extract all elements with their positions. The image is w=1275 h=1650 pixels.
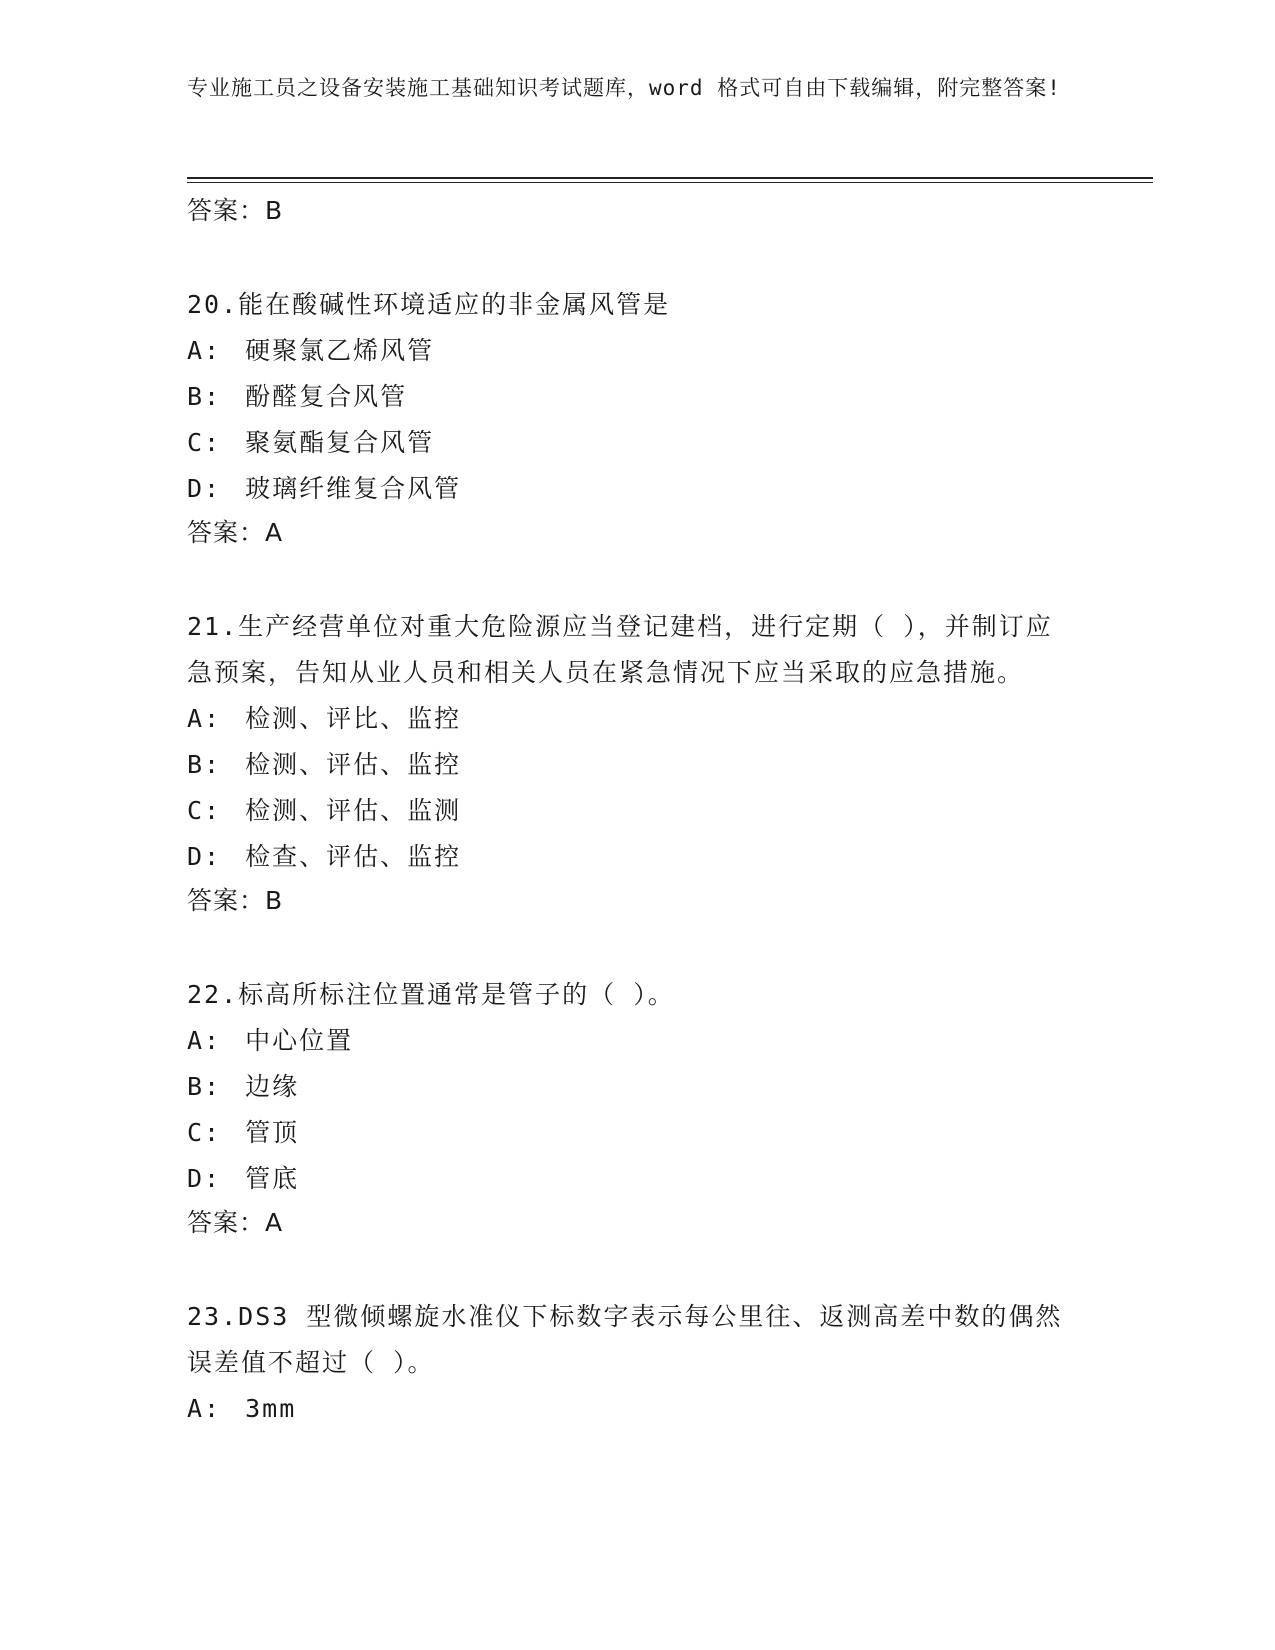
option-text: 边缘 — [245, 1072, 300, 1101]
option-d — [187, 1156, 1067, 1202]
option-d — [187, 834, 1067, 880]
option-key: C: — [187, 1118, 222, 1147]
answer-line: 答案：B — [187, 196, 284, 225]
option-b — [187, 1064, 1067, 1110]
option-text: 检查、评估、监控 — [245, 842, 462, 871]
option-a — [187, 1018, 1067, 1064]
answer-line: 答案：A — [187, 1208, 284, 1237]
option-key: A: — [187, 1394, 222, 1423]
option-text: 玻璃纤维复合风管 — [245, 474, 462, 503]
question-text: 23.DS3 型微倾螺旋水准仪下标数字表示每公里往、返测高差中数的偶然误差值不超过（ ）。 — [187, 1302, 1063, 1377]
option-text: 硬聚氯乙烯风管 — [245, 336, 435, 365]
question-22 — [187, 972, 1067, 1244]
option-text: 管底 — [245, 1164, 300, 1193]
option-b — [187, 742, 1067, 788]
answer-line: 答案：B — [187, 886, 284, 915]
option-key: C: — [187, 428, 222, 457]
answer-line: 答案：A — [187, 518, 284, 547]
option-key: D: — [187, 1164, 222, 1193]
option-a — [187, 1386, 1067, 1432]
option-key: B: — [187, 750, 222, 779]
option-a — [187, 328, 1067, 374]
question-text: 20.能在酸碱性环境适应的非金属风管是 — [187, 290, 671, 319]
option-key: D: — [187, 474, 222, 503]
option-text: 管顶 — [245, 1118, 300, 1147]
header-rule-thick — [187, 177, 1153, 179]
question-23 — [187, 1294, 1067, 1432]
option-key: B: — [187, 382, 222, 411]
option-text: 酚醛复合风管 — [245, 382, 408, 411]
option-c — [187, 1110, 1067, 1156]
question-text: 22.标高所标注位置通常是管子的（ ）。 — [187, 980, 675, 1009]
option-text: 中心位置 — [245, 1026, 354, 1055]
option-c — [187, 788, 1067, 834]
option-key: D: — [187, 842, 222, 871]
option-text: 3mm — [245, 1394, 297, 1423]
option-text: 检测、评估、监测 — [245, 796, 462, 825]
document-header: 专业施工员之设备安装施工基础知识考试题库，word 格式可自由下载编辑，附完整答案! — [187, 76, 1061, 100]
option-text: 检测、评估、监控 — [245, 750, 462, 779]
option-text: 聚氨酯复合风管 — [245, 428, 435, 457]
option-d — [187, 466, 1067, 512]
question-list — [187, 190, 1067, 1432]
option-key: C: — [187, 796, 222, 825]
question-20 — [187, 282, 1067, 554]
option-key: A: — [187, 704, 222, 733]
option-c — [187, 420, 1067, 466]
question-text: 21.生产经营单位对重大危险源应当登记建档，进行定期（ ），并制订应急预案，告知从业人员和相关人员在紧急情况下应当采取的应急措施。 — [187, 612, 1053, 687]
option-key: A: — [187, 336, 222, 365]
header-rule-thin — [187, 182, 1153, 183]
option-text: 检测、评比、监控 — [245, 704, 462, 733]
question-21 — [187, 604, 1067, 922]
option-a — [187, 696, 1067, 742]
option-b — [187, 374, 1067, 420]
option-key: A: — [187, 1026, 222, 1055]
option-key: B: — [187, 1072, 222, 1101]
